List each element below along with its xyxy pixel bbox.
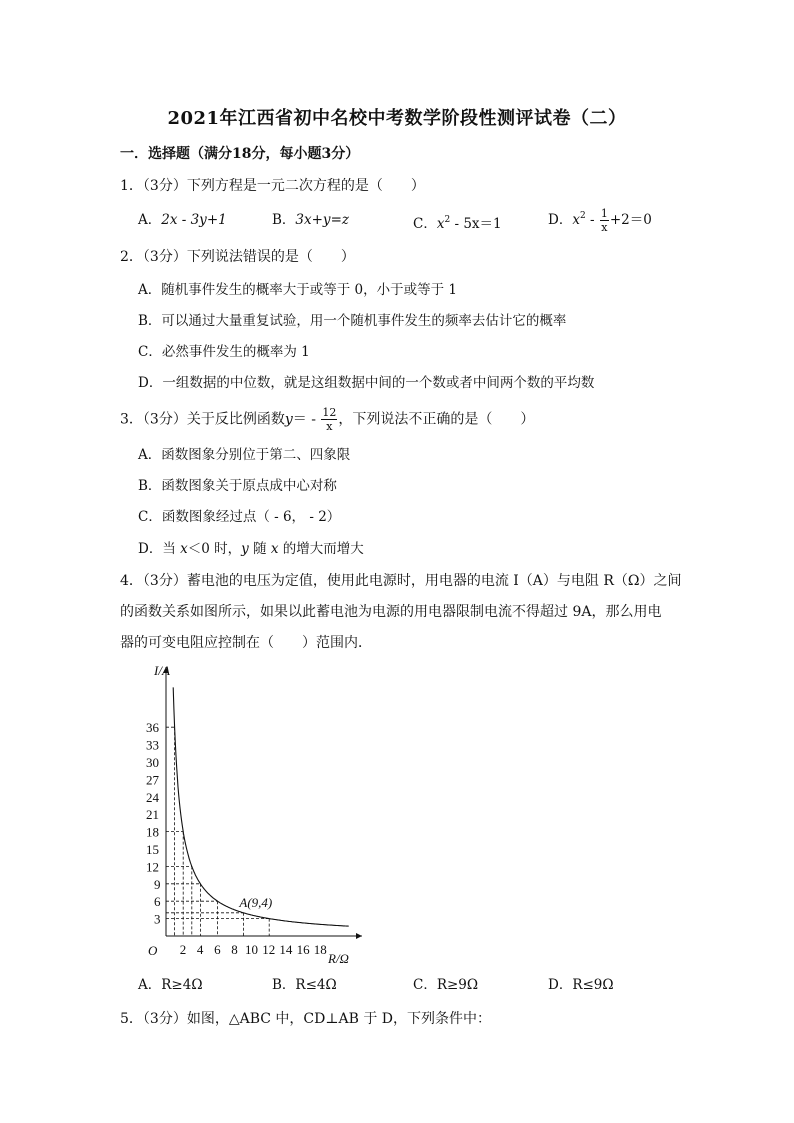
q3-d-mid: ＜0 时， xyxy=(187,541,242,557)
question-5-stem: 5．（3分）如图，△ABC 中，CD⊥AB 于 D，下列条件中： xyxy=(120,1011,492,1027)
q2-option-d: D．一组数据的中位数，就是这组数据中间的一个数或者中间两个数的平均数 xyxy=(138,375,595,391)
question-1-stem: 1．（3分）下列方程是一元二次方程的是（ ） xyxy=(120,178,425,194)
q1-option-c-rest: - 5x＝1 xyxy=(450,216,502,232)
q3-stem-pre: 3．（3分）关于反比例函数 xyxy=(120,411,285,428)
question-3-stem xyxy=(120,406,534,433)
q3-y-var: y xyxy=(284,411,293,428)
q4-option-a: A．R≥4Ω xyxy=(138,977,203,993)
q4-option-d: D．R≤9Ω xyxy=(548,977,614,993)
y-tick-label: 24 xyxy=(146,789,159,805)
x-tick-labels xyxy=(180,942,327,957)
q1-option-a-label: A． xyxy=(138,212,162,228)
q2-option-b: B．可以通过大量重复试验，用一个随机事件发生的频率去估计它的概率 xyxy=(138,313,567,329)
q3-equals: ＝ - xyxy=(292,411,321,428)
x-tick-label: 14 xyxy=(279,942,293,957)
y-tick-label: 6 xyxy=(154,894,161,910)
origin-label: O xyxy=(148,943,158,958)
q4-option-b: B．R≤4Ω xyxy=(272,977,337,993)
x-tick-label: 8 xyxy=(231,942,238,957)
x-tick-label: 16 xyxy=(296,942,310,957)
x-tick-label: 2 xyxy=(179,942,187,957)
q3-d-y: y xyxy=(241,541,249,557)
q3-d-x: x xyxy=(180,541,188,557)
hyperbola-curve xyxy=(173,687,349,926)
question-2-stem: 2．（3分）下列说法错误的是（ ） xyxy=(120,249,355,265)
fraction-numerator: 1 xyxy=(600,207,608,220)
q2-option-a: A．随机事件发生的概率大于或等于 0，小于或等于 1 xyxy=(138,282,458,298)
x-tick-label: 10 xyxy=(245,942,258,957)
fraction-numerator: 12 xyxy=(322,406,337,419)
q3-d-pre: D．当 xyxy=(138,541,181,557)
q1-option-a xyxy=(138,210,227,230)
point-a-label: A(9,4) xyxy=(239,894,273,910)
q1-option-a-expr: 2x - 3y+1 xyxy=(161,212,227,228)
y-tick-label: 33 xyxy=(146,737,159,753)
y-tick-label: 36 xyxy=(146,720,159,736)
q1-option-c xyxy=(413,210,502,234)
q1-option-d-exponent: 2 xyxy=(579,211,586,221)
y-tick-label: 9 xyxy=(154,876,161,892)
y-tick-label: 21 xyxy=(146,807,159,823)
x-tick-label: 6 xyxy=(214,942,221,957)
q1-option-c-base: x xyxy=(436,216,445,232)
q1-option-d-label: D． xyxy=(548,212,573,228)
section-heading: 一．选择题（满分18分，每小题3分） xyxy=(120,146,360,162)
q3-option-d xyxy=(138,539,364,559)
question-4-line-2: 的函数关系如图所示，如果以此蓄电池为电源的用电器限制电流不得超过 9A，那么用电 xyxy=(120,604,662,620)
y-tick-label: 27 xyxy=(146,772,159,788)
q1-option-d-fraction xyxy=(600,207,609,234)
x-tick-label: 18 xyxy=(313,942,327,957)
y-tick-label: 30 xyxy=(146,755,159,770)
q3-fraction xyxy=(321,406,337,433)
y-axis-label: I/A xyxy=(154,663,170,678)
q3-option-a: A．函数图象分别位于第二、四象限 xyxy=(138,447,351,463)
y-tick-label: 3 xyxy=(154,911,161,927)
fraction-denominator: x xyxy=(326,420,333,433)
q3-option-b: B．函数图象关于原点成中心对称 xyxy=(138,478,337,494)
fraction-denominator: x xyxy=(601,221,608,234)
q1-option-b-label: B． xyxy=(272,212,296,228)
y-tick-labels xyxy=(146,720,161,926)
page-title: 2021年江西省初中名校中考数学阶段性测评试卷（二） xyxy=(167,108,627,129)
x-tick-label: 4 xyxy=(196,942,204,957)
question-4-line-1: 4．（3分）蓄电池的电压为定值，使用此电源时，用电器的电流 I（A）与电阻 R（Ω）之间 xyxy=(120,573,682,589)
q1-option-d-minus: - xyxy=(585,212,599,228)
q1-option-d-base: x xyxy=(572,212,580,228)
q2-option-c: C．必然事件发生的概率为 1 xyxy=(138,344,310,360)
current-resistance-graph xyxy=(130,655,370,973)
y-tick-label: 12 xyxy=(146,859,159,875)
q4-option-c: C．R≥9Ω xyxy=(413,977,479,993)
q1-option-d-rest: +2＝0 xyxy=(609,212,652,228)
q3-option-c: C．函数图象经过点（ - 6， - 2） xyxy=(138,509,341,525)
q1-option-c-label: C． xyxy=(413,216,437,232)
x-tick-label: 12 xyxy=(262,942,276,957)
q3-d-mid2: 随 xyxy=(248,541,271,557)
q1-option-d xyxy=(548,206,652,234)
q3-stem-post: ，下列说法不正确的是（ ） xyxy=(338,411,535,428)
y-tick-label: 18 xyxy=(146,824,159,840)
q1-option-b-expr: 3x+y=z xyxy=(295,212,349,228)
q3-d-post: 的增大而增大 xyxy=(278,541,364,557)
question-4-line-3: 器的可变电阻应控制在（ ）范围内． xyxy=(120,635,372,651)
y-tick-label: 15 xyxy=(146,842,159,857)
x-axis-label: R/Ω xyxy=(328,951,349,966)
q1-option-c-exponent: 2 xyxy=(444,215,451,225)
q1-option-b xyxy=(272,210,349,230)
q3-d-x2: x xyxy=(270,541,279,557)
